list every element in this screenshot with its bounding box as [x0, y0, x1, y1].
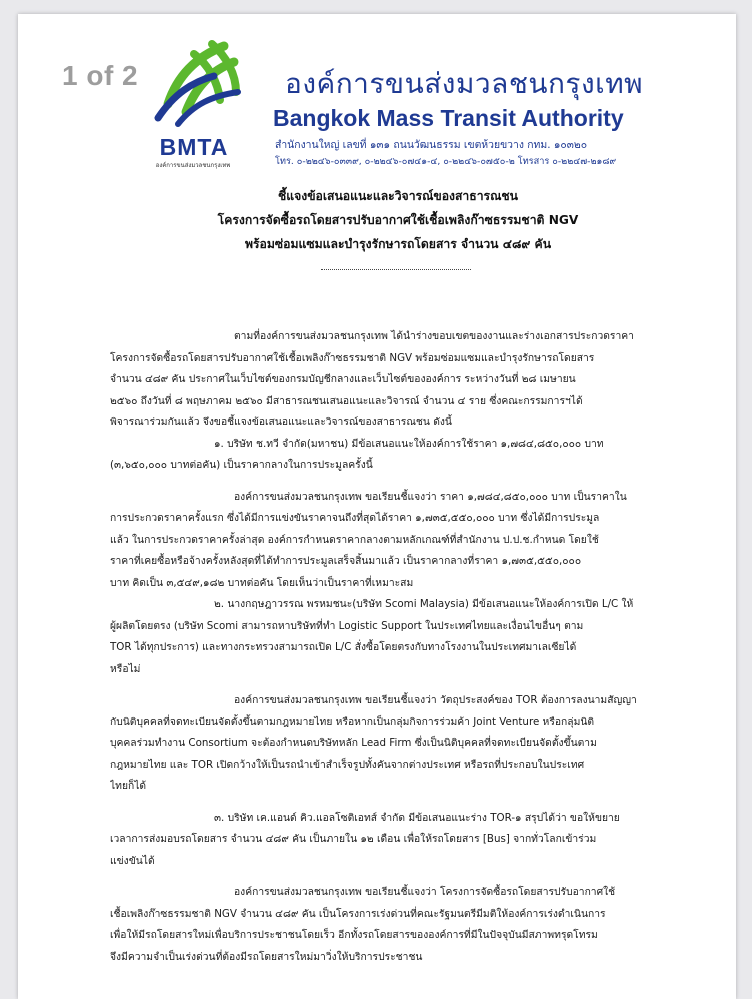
item1-line: ๑. บริษัท ช.ทวี จำกัด(มหาชน) มีข้อเสนอแนะให้องค์การใช้ราคา ๑,๗๘๔,๘๕๐,๐๐๐ บาท	[214, 437, 604, 450]
org-address: สำนักงานใหญ่ เลขที่ ๑๓๑ ถนนวัฒนธรรม เขตห้วยขวาง กทม. ๑๐๓๒๐	[275, 139, 588, 151]
reply1-line: องค์การขนส่งมวลชนกรุงเทพ ขอเรียนชี้แจงว่า ราคา ๑,๗๘๔,๘๕๐,๐๐๐ บาท เป็นราคาใน	[234, 490, 627, 503]
item3-line: ๓. บริษัท เค.แอนด์ คิว.แอลโซติเอทส์ จำกัด มีข้อเสนอแนะร่าง TOR-๑ สรุปได้ว่า ขอให้ขยาย	[214, 811, 620, 824]
item2-line: ๒. นางกฤษฎาวรรณ พรหมชนะ(บริษัท Scomi Malaysia) มีข้อเสนอแนะให้องค์การเปิด L/C ให้	[214, 598, 634, 610]
item3-line: เวลาการส่งมอบรถโดยสาร จำนวน ๔๘๙ คัน เป็นภายใน ๑๒ เดือน เพื่อให้รถโดยสาร [Bus] จากทั่วโลกเข้าร่วม	[110, 833, 597, 845]
item3-line: แข่งขันได้	[110, 854, 155, 867]
item1-line: (๓,๖๕๐,๐๐๐ บาทต่อคัน) เป็นราคากลางในการประมูลครั้งนี้	[110, 459, 373, 471]
intro-line: ตามที่องค์การขนส่งมวลชนกรุงเทพ ได้นำร่างขอบเขตของงานและร่างเอกสารประกวดราคา	[234, 330, 634, 342]
intro-line: โครงการจัดซื้อรถโดยสารปรับอากาศใช้เชื้อเพลิงก๊าซธรรมชาติ NGV พร้อมซ่อมแซมและบำรุงรักษารถโดยสาร	[110, 351, 595, 364]
reply3-line: เชื้อเพลิงก๊าซธรรมชาติ NGV จำนวน ๔๘๙ คัน เป็นโครงการเร่งด่วนที่คณะรัฐมนตรีมีมติให้องค์การเร่งดำเนินการ	[110, 907, 606, 920]
reply3-line: เพื่อให้มีรถโดยสารใหม่เพื่อบริการประชาชนโดยเร็ว อีกทั้งรถโดยสารขององค์การที่มีในปัจจุบันมีสภาพทรุดโทรม	[110, 929, 598, 941]
title-divider	[321, 269, 471, 270]
item2-line: TOR ได้ทุกประการ) และทางกระทรวงสามารถเปิด L/C สั่งซื้อโดยตรงกับทางโรงงานในประเทศมาเลเซียได้	[110, 641, 577, 653]
reply1-line: การประกวดราคาครั้งแรก ซึ่งได้มีการแข่งขันราคาจนถึงที่สุดได้ราคา ๑,๗๓๕,๕๕๐,๐๐๐ บาท ซึ่งได้มีการประมูล	[110, 512, 600, 524]
intro-line: ๒๕๖๐ ถึงวันที่ ๘ พฤษภาคม ๒๕๖๐ มีสาธารณชนเสนอแนะและวิจารณ์ จำนวน ๔ ราย ซึ่งคณะกรรมการฯได้	[110, 394, 583, 407]
item2-line: ผู้ผลิตโดยตรง (บริษัท Scomi สามารถหาบริษัทที่ทำ Logistic Support ในประเทศไทยและเงื่อนไขอื่นๆ ตาม	[110, 619, 584, 632]
reply2-line: บุคคลร่วมทำงาน Consortium จะต้องกำหนดบริษัทหลัก Lead Firm ซึ่งเป็นนิติบุคคลที่จดทะเบียนจัดตั้งขึ้นตาม	[110, 737, 597, 749]
org-name-thai: องค์การขนส่งมวลชนกรุงเทพ	[285, 67, 644, 100]
title-line-3: พร้อมซ่อมแซมและบำรุงรักษารถโดยสาร จำนวน ๔๘๙ คัน	[244, 237, 552, 251]
reply1-line: บาท คิดเป็น ๓,๕๔๙,๑๘๒ บาทต่อคัน โดยเห็นว่าเป็นราคาที่เหมาะสม	[110, 576, 414, 589]
title-line-1: ชี้แจงข้อเสนอแนะและวิจารณ์ของสาธารณชน	[277, 189, 519, 203]
intro-line: จำนวน ๔๘๙ คัน ประกาศในเว็บไซต์ของกรมบัญชีกลางและเว็บไซต์ขององค์การ ระหว่างวันที่ ๒๘ เมษายน	[110, 373, 576, 385]
org-name-english: Bangkok Mass Transit Authority	[273, 105, 624, 131]
reply2-line: องค์การขนส่งมวลชนกรุงเทพ ขอเรียนชี้แจงว่า วัตถุประสงค์ของ TOR ต้องการลงนามสัญญา	[234, 694, 637, 706]
reply2-line: ไทยก็ได้	[110, 780, 147, 792]
reply3-line: องค์การขนส่งมวลชนกรุงเทพ ขอเรียนชี้แจงว่า โครงการจัดซื้อรถโดยสารปรับอากาศใช้	[234, 886, 616, 898]
logo-text: BMTA	[159, 134, 229, 160]
reply2-line: กฎหมายไทย และ TOR เปิดกว้างให้เป็นรถนำเข้าสำเร็จรูปทั้งคันจากต่างประเทศ หรือรถที่ประกอบในประเทศ	[110, 758, 585, 771]
bmta-logo	[138, 34, 248, 169]
bmta-logo-icon	[138, 34, 248, 134]
page-counter: 1 of 2	[62, 60, 139, 91]
title-line-2: โครงการจัดซื้อรถโดยสารปรับอากาศใช้เชื้อเพลิงก๊าซธรรมชาติ NGV	[217, 213, 579, 227]
reply3-line: จึงมีความจำเป็นเร่งด่วนที่ต้องมีรถโดยสารใหม่มาวิ่งให้บริการประชาชน	[110, 950, 423, 963]
intro-line: พิจารณาร่วมกันแล้ว จึงขอชี้แจงข้อเสนอแนะและวิจารณ์ของสาธารณชน ดังนี้	[110, 416, 452, 428]
reply2-line: กับนิติบุคคลที่จดทะเบียนจัดตั้งขึ้นตามกฎหมายไทย หรือหากเป็นกลุ่มกิจการร่วมค้า Joint Venture หรือกลุ่มนิติ	[110, 715, 595, 728]
org-phone: โทร. ๐-๒๒๔๖-๐๓๓๙, ๐-๒๒๔๖-๐๗๔๑-๔, ๐-๒๒๔๖-๐๗๕๐-๒ โทรสาร ๐-๒๒๔๗-๒๑๘๙	[275, 156, 617, 167]
document-title	[98, 184, 698, 256]
document-body	[110, 326, 692, 968]
item2-line: หรือไม่	[110, 662, 141, 675]
reply1-line: ราคาที่เคยซื้อหรือจ้างครั้งหลังสุดที่ได้ทำการประมูลเสร็จสิ้นมาแล้ว เป็นราคากลางที่ราคา ๑,๗๓๕,๕๕๐,๐๐๐	[110, 555, 582, 567]
logo-caption: องค์การขนส่งมวลชนกรุงเทพ	[155, 163, 231, 169]
reply1-line: แล้ว ในการประกวดราคาครั้งล่าสุด องค์การกำหนดราคากลางตามหลักเกณฑ์ที่สำนักงาน ป.ป.ช.กำหนด โดยใช้	[110, 533, 599, 546]
document-page	[18, 14, 736, 999]
